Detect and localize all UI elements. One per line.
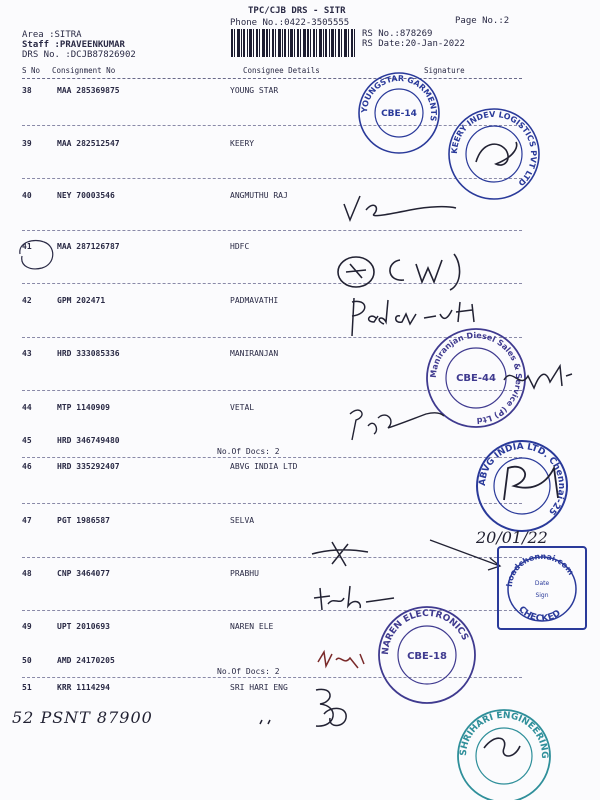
row-consignee: VETAL [230, 403, 255, 412]
checked-stamp-date-label: Date [534, 580, 550, 587]
column-header-sno: S No [22, 66, 41, 75]
srihari-stamp [454, 706, 554, 800]
row-consignee: ANGMUTHU RAJ [230, 191, 288, 200]
sheet-title: TPC/CJB DRS - SITR [248, 6, 346, 16]
row-consignee: KEERY [230, 139, 255, 148]
signature-row-43 [500, 360, 580, 396]
rs-date: RS Date:20-Jan-2022 [362, 39, 465, 49]
row-consignment: KRR 1114294 [57, 683, 110, 692]
table-row [0, 242, 600, 256]
row-consignee: YOUNG STAR [230, 86, 279, 95]
row-consignee: PRABHU [230, 569, 259, 578]
row-divider [22, 230, 522, 231]
rs-number: RS No.:878269 [362, 29, 433, 39]
srihari-stamp-ring-text: SHRIHARI ENGINEERING [458, 710, 550, 759]
row-divider [22, 457, 522, 458]
youngstar-stamp-center: CBE-14 [381, 109, 417, 119]
table-row [0, 656, 600, 676]
row-sno: 45 [22, 436, 32, 445]
row-consignee: NAREN ELE [230, 622, 274, 631]
keery-stamp-ring-text: KEERY INDEV LOGISTICS PVT LTD [449, 109, 539, 188]
row-consignment: HRD 333085336 [57, 349, 120, 358]
checked-stamp-bottom-text: CHECKED [516, 604, 563, 625]
naren-stamp-center: CBE-18 [407, 651, 447, 662]
handwritten-entry-52: 52 PSNT 87900 [12, 708, 153, 727]
row-sno: 40 [22, 191, 32, 200]
staff-label: Staff :PRAVEENKUMAR [22, 40, 125, 50]
row-consignment: MAA 287126787 [57, 242, 120, 251]
handwritten-date: 20/01/22 [476, 528, 548, 547]
row-sno: 51 [22, 683, 32, 692]
signature-row-44 [340, 400, 450, 450]
column-header-signature: Signature [424, 66, 465, 75]
abvg-stamp [474, 438, 570, 534]
svg-text:NAREN ELECTRONICS [381, 609, 470, 655]
row-consignment: AMD 24170205 [57, 656, 115, 665]
row-doc-count: No.Of Docs: 2 [217, 447, 280, 456]
row-sno: 41 [22, 242, 32, 251]
header-divider [22, 78, 522, 79]
barcode [231, 29, 355, 57]
naren-stamp [376, 604, 478, 706]
signature-row-47 [306, 540, 376, 570]
row-consignment: MTP 1140909 [57, 403, 110, 412]
row-sno: 46 [22, 462, 32, 471]
youngstar-stamp [356, 70, 442, 156]
area-label: Area :SITRA [22, 30, 82, 40]
row-consignment: CNP 3464077 [57, 569, 110, 578]
row-consignment: PGT 1986587 [57, 516, 110, 525]
drs-number: DRS No. :DCJB87826902 [22, 50, 136, 60]
page-number: Page No.:2 [455, 16, 510, 26]
keery-stamp [446, 106, 542, 202]
signature-row-51 [254, 684, 364, 734]
row-consignee: MANIRANJAN [230, 349, 279, 358]
checked-stamp-ring [502, 551, 582, 625]
signature-row-49 [314, 644, 374, 672]
row-consignment: MAA 285369875 [57, 86, 120, 95]
row-sno: 50 [22, 656, 32, 665]
row-consignment: UPT 2010693 [57, 622, 110, 631]
row-consignee: SELVA [230, 516, 255, 525]
naren-stamp-ring-text: NAREN ELECTRONICS [380, 608, 470, 656]
checked-stamp-top-text: hoadchennai.com [504, 551, 576, 588]
table-row [0, 86, 600, 100]
row-sno: 43 [22, 349, 32, 358]
phone-number: Phone No.:0422-3505555 [230, 18, 350, 28]
row-consignment: HRD 335292407 [57, 462, 120, 471]
svg-text:CHECKED [516, 605, 562, 625]
row-consignment: MAA 282512547 [57, 139, 120, 148]
row-sno: 42 [22, 296, 32, 305]
row-consignment: HRD 346749480 [57, 436, 120, 445]
checked-stamp-sign-label: Sign [535, 592, 549, 599]
row-consignment: NEY 70003546 [57, 191, 115, 200]
checked-stamp [497, 546, 587, 630]
row-consignee: ABVG INDIA LTD [230, 462, 298, 471]
maniranjan-stamp-ring-text: Maniranjan Diesel Sales & Service (P) Ltd [428, 330, 524, 426]
row-sno: 47 [22, 516, 32, 525]
signature-row-40 [330, 190, 470, 230]
row-consignee: HDFC [230, 242, 250, 251]
row-sno: 39 [22, 139, 32, 148]
table-row [0, 296, 600, 310]
row-sno: 48 [22, 569, 32, 578]
row-sno: 38 [22, 86, 32, 95]
youngstar-stamp-ring-text: YOUNGSTAR GARMENTS [359, 73, 439, 122]
maniranjan-stamp-center: CBE-44 [456, 373, 496, 384]
abvg-stamp-ring-text: ABVG INDIA LTD. Chennai-25 [477, 441, 567, 517]
handwritten-circle-mark [14, 236, 60, 272]
row-consignee: PADMAVATHI [230, 296, 279, 305]
handwritten-arrow [428, 536, 508, 576]
column-header-consignee: Consignee Details [243, 66, 320, 75]
row-consignment: GPM 202471 [57, 296, 106, 305]
row-sno: 44 [22, 403, 32, 412]
row-sno: 49 [22, 622, 32, 631]
row-divider [22, 503, 522, 504]
row-consignee: SRI HARI ENG [230, 683, 288, 692]
column-header-consignment: Consignment No [52, 66, 116, 75]
row-doc-count: No.Of Docs: 2 [217, 667, 280, 676]
signature-row-41 [330, 244, 490, 294]
